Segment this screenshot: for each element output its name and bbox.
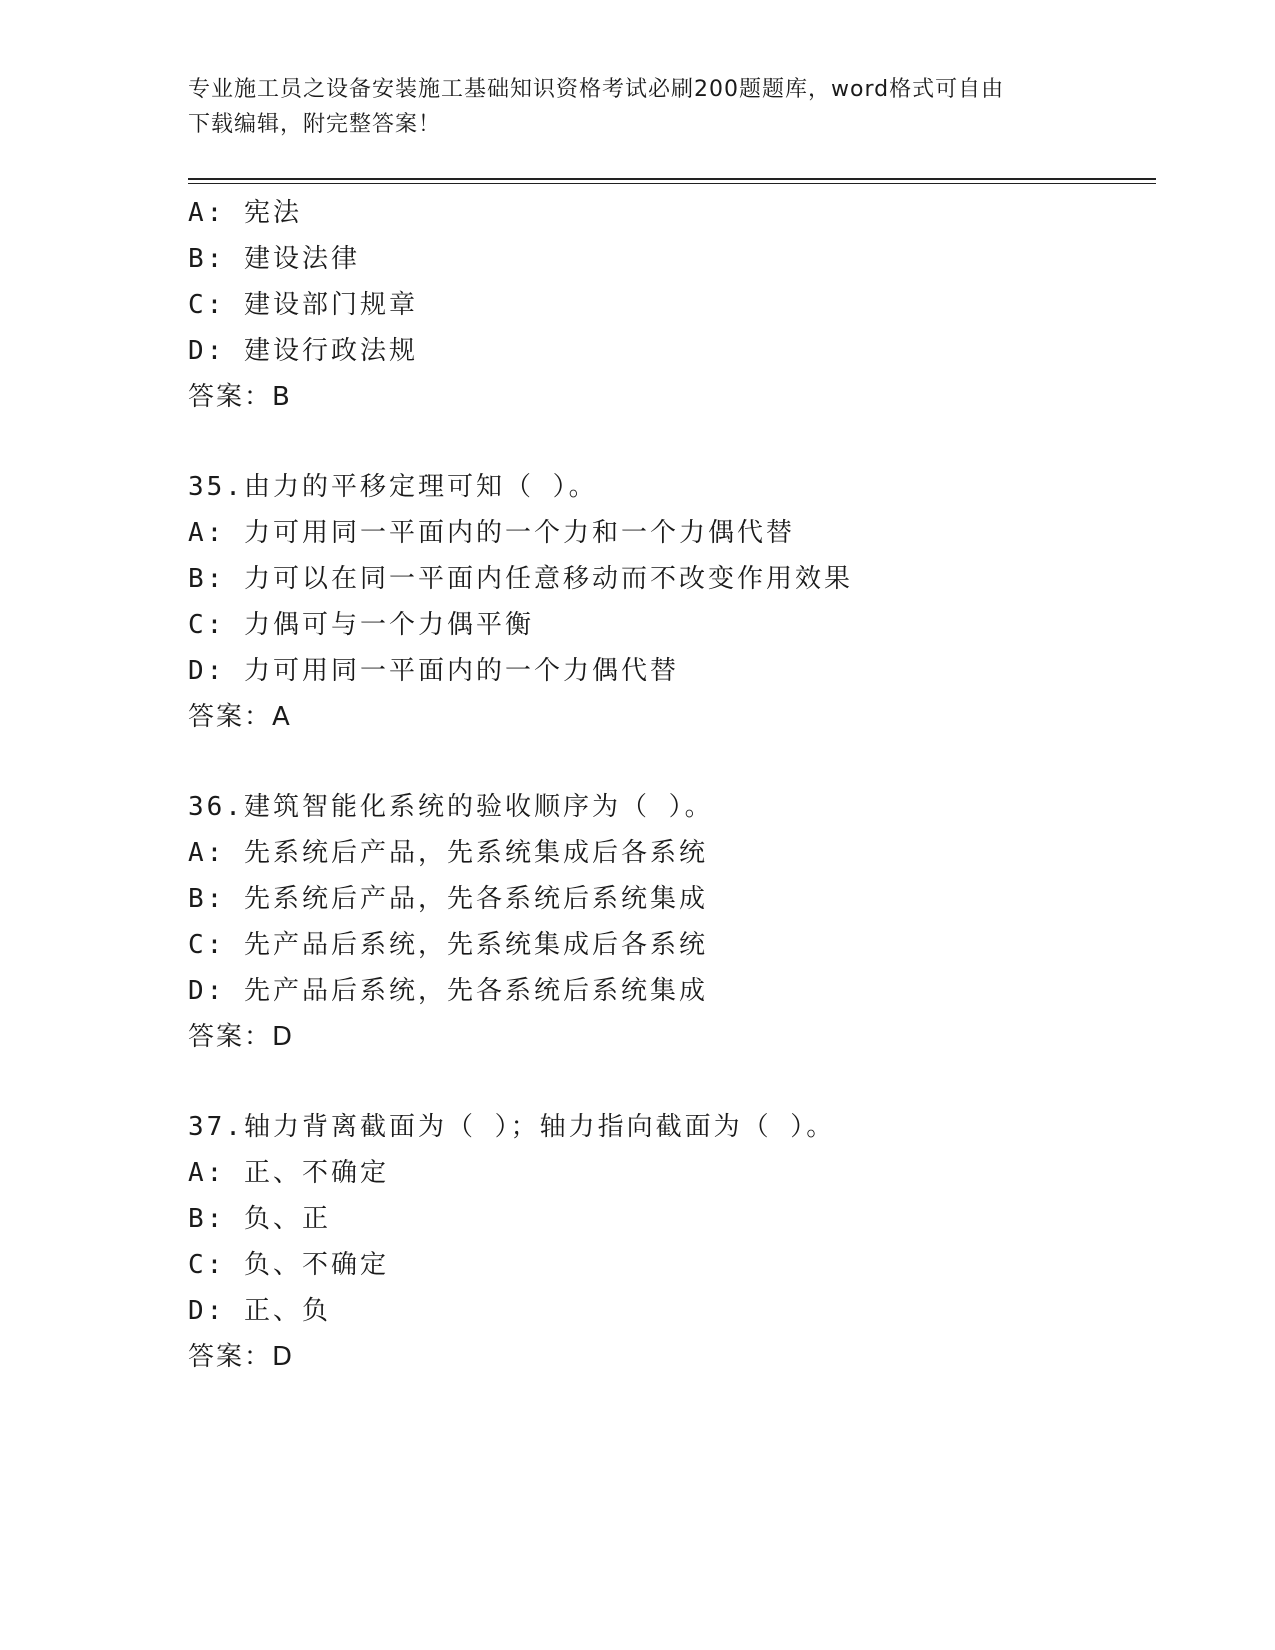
option-a: A: 力可用同一平面内的一个力和一个力偶代替 bbox=[188, 518, 795, 548]
question-block-35 bbox=[188, 464, 1148, 740]
question-block-37 bbox=[188, 1104, 1148, 1380]
option-b: B: 负、正 bbox=[188, 1204, 331, 1234]
option-c: C: 负、不确定 bbox=[188, 1250, 389, 1280]
question-stem: 35.由力的平移定理可知（ ）。 bbox=[188, 472, 598, 502]
option-b: B: 先系统后产品，先各系统后系统集成 bbox=[188, 884, 708, 914]
question-stem: 36.建筑智能化系统的验收顺序为（ ）。 bbox=[188, 792, 714, 822]
option-d: D: 先产品后系统，先各系统后系统集成 bbox=[188, 976, 708, 1006]
option-b: B: 力可以在同一平面内任意移动而不改变作用效果 bbox=[188, 564, 853, 594]
option-d: D: 建设行政法规 bbox=[188, 336, 418, 366]
question-stem: 37.轴力背离截面为（ ）；轴力指向截面为（ ）。 bbox=[188, 1112, 836, 1142]
header-line-2: 下载编辑，附完整答案！ bbox=[188, 112, 442, 137]
answer-line: 答案：A bbox=[188, 702, 292, 732]
question-block-36 bbox=[188, 784, 1148, 1060]
answer-line: 答案：D bbox=[188, 1342, 295, 1372]
answer-line: 答案：B bbox=[188, 382, 292, 412]
question-list bbox=[188, 190, 1148, 1380]
option-c: C: 建设部门规章 bbox=[188, 290, 418, 320]
option-a: A: 宪法 bbox=[188, 198, 302, 228]
question-block-34 bbox=[188, 190, 1148, 420]
option-b: B: 建设法律 bbox=[188, 244, 360, 274]
option-d: D: 力可用同一平面内的一个力偶代替 bbox=[188, 656, 679, 686]
option-c: C: 先产品后系统，先系统集成后各系统 bbox=[188, 930, 708, 960]
answer-line: 答案：D bbox=[188, 1022, 295, 1052]
document-header bbox=[188, 72, 1088, 142]
option-a: A: 先系统后产品，先系统集成后各系统 bbox=[188, 838, 708, 868]
header-line-1: 专业施工员之设备安装施工基础知识资格考试必刷200题题库，word格式可自由 bbox=[188, 77, 1005, 102]
header-divider bbox=[188, 178, 1156, 184]
option-d: D: 正、负 bbox=[188, 1296, 331, 1326]
option-a: A: 正、不确定 bbox=[188, 1158, 389, 1188]
option-c: C: 力偶可与一个力偶平衡 bbox=[188, 610, 534, 640]
